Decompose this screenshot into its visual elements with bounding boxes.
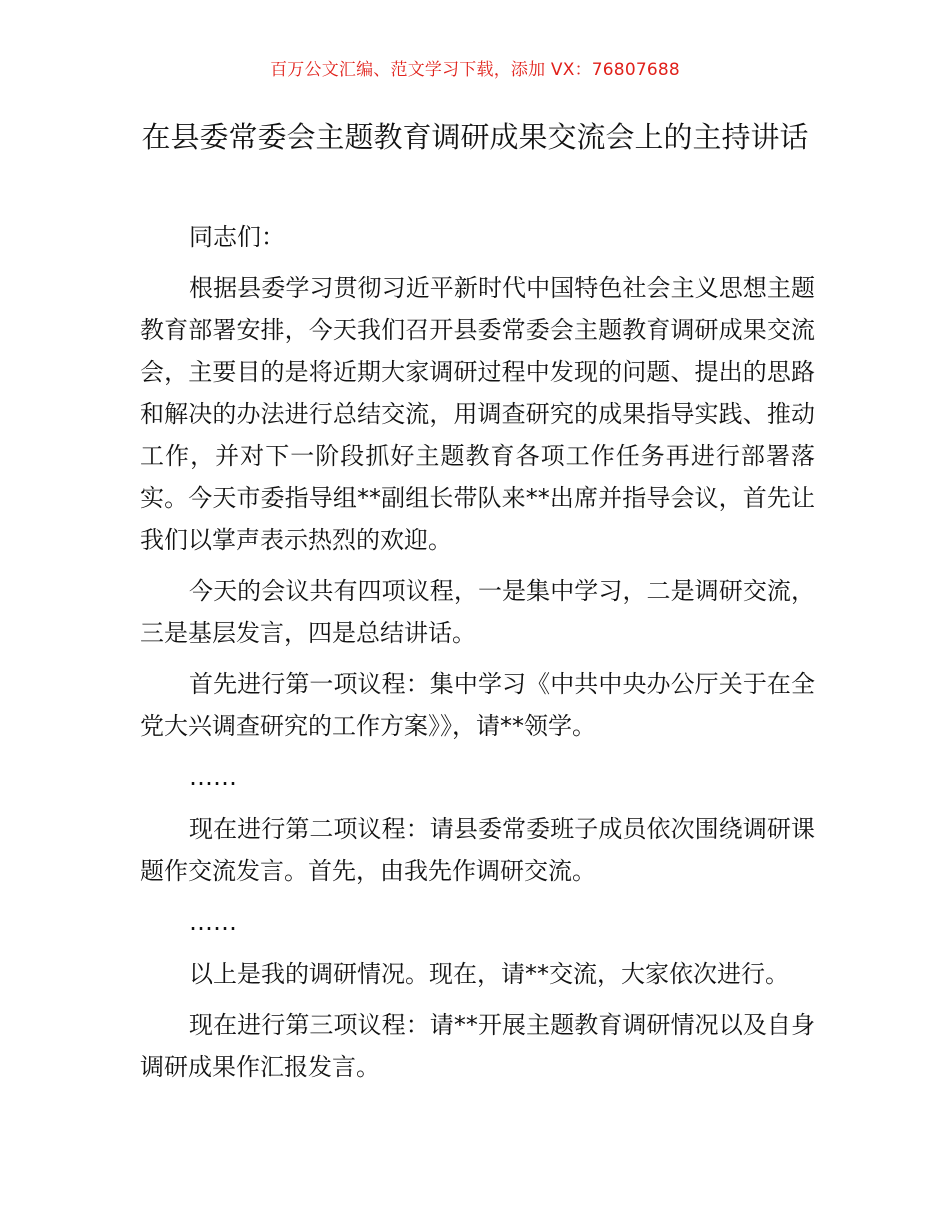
ellipsis-paragraph: …… — [189, 908, 237, 936]
body-paragraph: 今天的会议共有四项议程，一是集中学习，二是调研交流，三是基层发言，四是总结讲话。 — [140, 577, 815, 647]
body-paragraph: 以上是我的调研情况。现在，请**交流，大家依次进行。 — [189, 960, 789, 988]
body-paragraph: 根据县委学习贯彻习近平新时代中国特色社会主义思想主题教育部署安排，今天我们召开县委常委会主题教育调研成果交流会，主要目的是将近期大家调研过程中发现的问题、提出的思路和解决的办法进行总结交流，用调查研究的成果指导实践、推动工作，并对下一阶段抓好主题教育各项工作任务再进行部署落实。今天市委指导组**副组长带队来**出席并指导会议，首先让我们以掌声表示热烈的欢迎。 — [140, 274, 815, 554]
watermark-text: 百万公文汇编、范文学习下载，添加 VX：76807688 — [270, 60, 680, 80]
document-title: 在县委常委会主题教育调研成果交流会上的主持讲话 — [141, 120, 809, 154]
salutation-paragraph: 同志们： — [189, 223, 285, 251]
document-body — [140, 216, 815, 1097]
body-paragraph: 现在进行第三项议程：请**开展主题教育调研情况以及自身调研成果作汇报发言。 — [140, 1011, 815, 1081]
body-paragraph: 现在进行第二项议程：请县委常委班子成员依次围绕调研课题作交流发言。首先，由我先作调研交流。 — [140, 815, 815, 885]
ellipsis-paragraph: …… — [189, 763, 237, 791]
body-paragraph: 首先进行第一项议程：集中学习《中共中央办公厅关于在全党大兴调查研究的工作方案》》，请**领学。 — [140, 670, 815, 740]
